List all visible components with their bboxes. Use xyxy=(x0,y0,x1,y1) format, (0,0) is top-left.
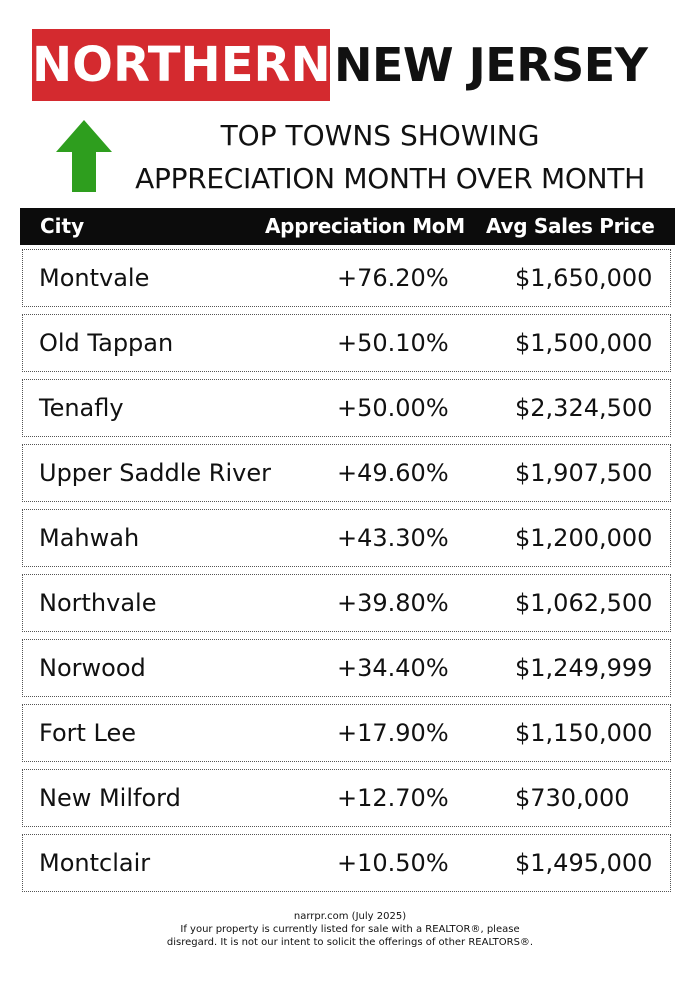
subtitle-line-1: TOP TOWNS SHOWING xyxy=(220,119,540,152)
table-row xyxy=(22,379,671,437)
title-highlight-box xyxy=(32,29,330,101)
footer-disclaimer-line-2: disregard. It is not our intent to solicit the offerings of other REALTORS®. xyxy=(166,937,534,948)
price-cell: $1,907,500 xyxy=(515,459,653,487)
table-row xyxy=(22,769,671,827)
column-header-price: Avg Sales Price xyxy=(486,214,655,238)
price-cell: $1,150,000 xyxy=(515,719,653,747)
table-row xyxy=(22,704,671,762)
appreciation-cell: +34.40% xyxy=(337,654,449,682)
city-cell: Northvale xyxy=(39,589,157,617)
appreciation-cell: +49.60% xyxy=(337,459,449,487)
footer-disclaimer-line-1: If your property is currently listed for sale with a REALTOR®, please xyxy=(180,924,520,935)
subtitle xyxy=(100,114,680,200)
table-row xyxy=(22,574,671,632)
column-header-appreciation: Appreciation MoM xyxy=(265,214,465,238)
table-header xyxy=(20,208,675,245)
appreciation-cell: +10.50% xyxy=(337,849,449,877)
price-cell: $1,495,000 xyxy=(515,849,653,877)
column-header-city: City xyxy=(40,214,85,238)
appreciation-cell: +43.30% xyxy=(337,524,449,552)
subtitle-line-2: APPRECIATION MONTH OVER MONTH xyxy=(135,162,645,195)
city-cell: Tenafly xyxy=(39,394,124,422)
footer-source: narrpr.com (July 2025) xyxy=(293,911,407,922)
price-cell: $1,500,000 xyxy=(515,329,653,357)
appreciation-cell: +17.90% xyxy=(337,719,449,747)
city-cell: New Milford xyxy=(39,784,181,812)
city-cell: Fort Lee xyxy=(39,719,137,747)
price-cell: $2,324,500 xyxy=(515,394,653,422)
table-body xyxy=(22,249,672,899)
appreciation-cell: +12.70% xyxy=(337,784,449,812)
price-cell: $1,249,999 xyxy=(515,654,653,682)
price-cell: $1,062,500 xyxy=(515,589,653,617)
price-cell: $1,650,000 xyxy=(515,264,653,292)
city-cell: Old Tappan xyxy=(39,329,174,357)
appreciation-cell: +39.80% xyxy=(337,589,449,617)
price-cell: $1,200,000 xyxy=(515,524,653,552)
appreciation-cell: +76.20% xyxy=(337,264,449,292)
footer-disclaimer xyxy=(0,910,700,949)
city-cell: Montclair xyxy=(39,849,151,877)
city-cell: Mahwah xyxy=(39,524,140,552)
table-row xyxy=(22,249,671,307)
table-row xyxy=(22,444,671,502)
appreciation-cell: +50.00% xyxy=(337,394,449,422)
title-highlight-text: NORTHERN xyxy=(32,37,331,93)
city-cell: Norwood xyxy=(39,654,146,682)
appreciation-cell: +50.10% xyxy=(337,329,449,357)
city-cell: Montvale xyxy=(39,264,150,292)
city-cell: Upper Saddle River xyxy=(39,459,271,487)
table-row xyxy=(22,639,671,697)
table-row xyxy=(22,834,671,892)
title-rest-text: NEW JERSEY xyxy=(334,38,648,92)
table-row xyxy=(22,314,671,372)
price-cell: $730,000 xyxy=(515,784,630,812)
table-row xyxy=(22,509,671,567)
